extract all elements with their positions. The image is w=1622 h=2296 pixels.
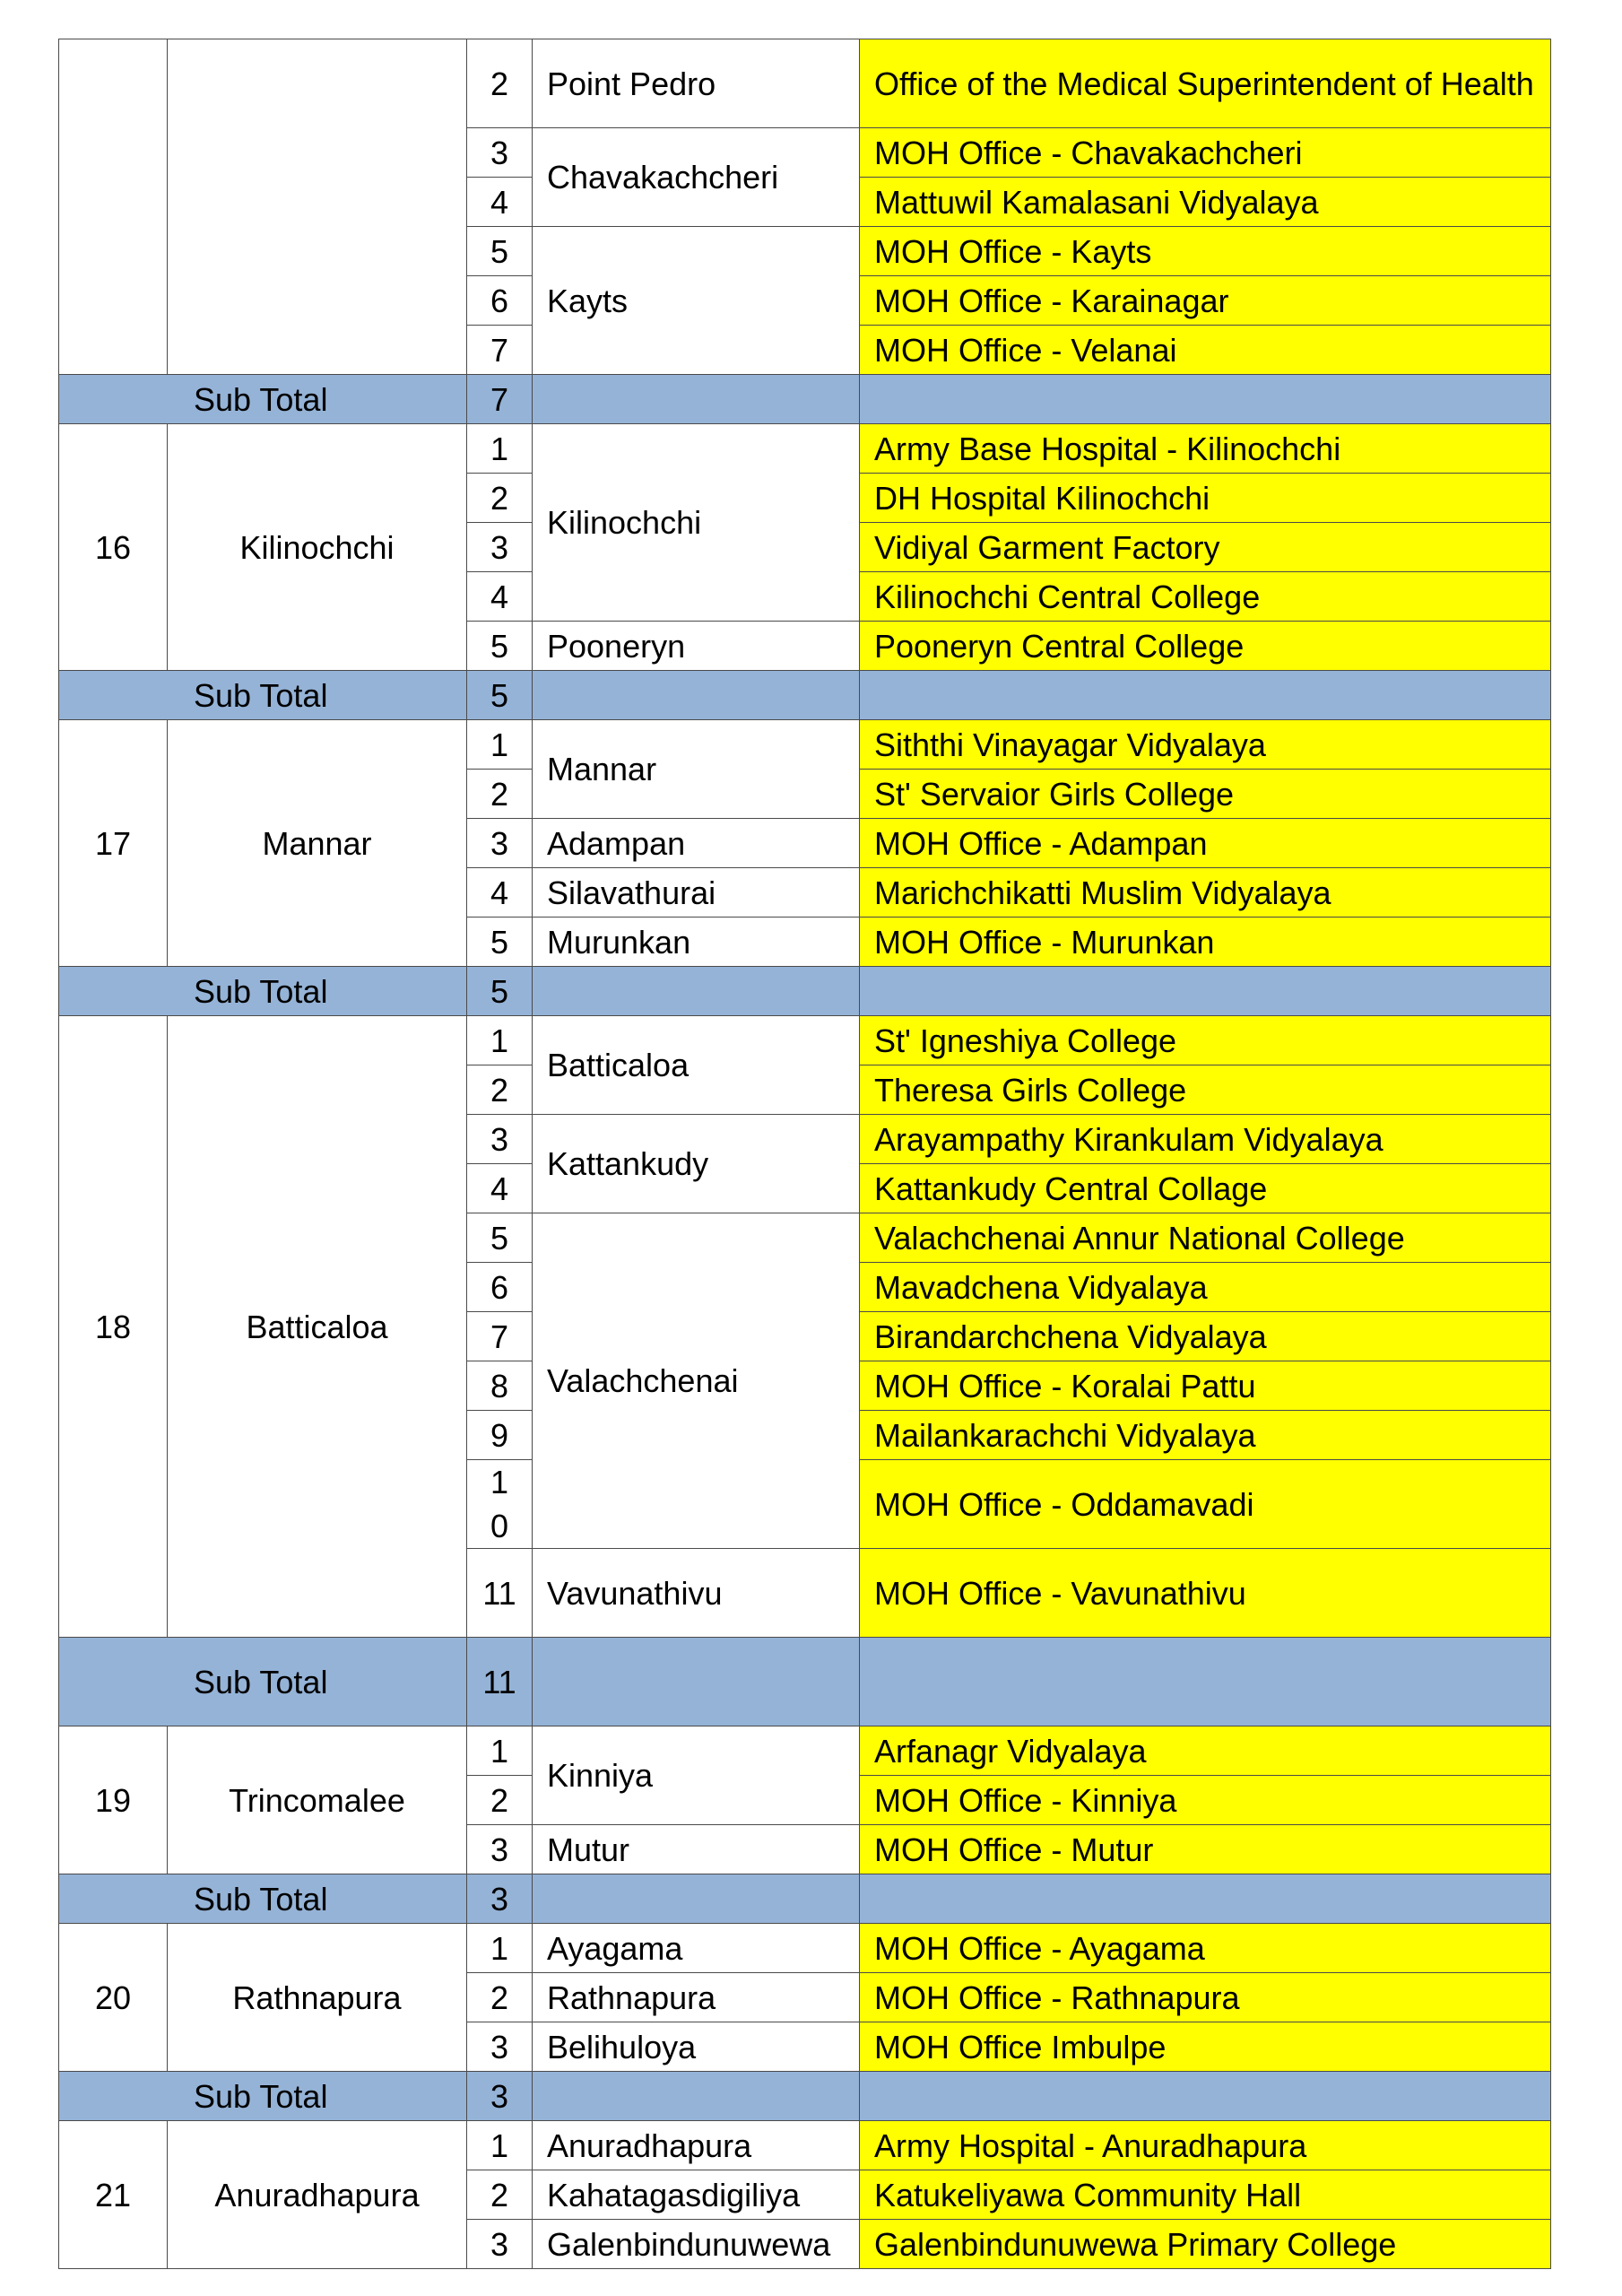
district-number-cell: 19: [59, 1726, 168, 1874]
district-number-cell: 18: [59, 1016, 168, 1638]
row-index-cell: 5: [467, 918, 533, 967]
vaccination-center-cell: MOH Office - Karainagar: [860, 276, 1551, 326]
row-index-cell: 10: [467, 1460, 533, 1549]
row-index-cell: 3: [467, 819, 533, 868]
moh-area-cell: Batticaloa: [533, 1016, 860, 1115]
moh-area-cell: Kahatagasdigiliya: [533, 2170, 860, 2220]
vaccination-center-cell: MOH Office - Velanai: [860, 326, 1551, 375]
district-number-cell: 16: [59, 424, 168, 671]
district-name-cell: Trincomalee: [168, 1726, 467, 1874]
vaccination-center-cell: MOH Office - Kinniya: [860, 1776, 1551, 1825]
row-index-cell: 1: [467, 1924, 533, 1973]
subtotal-row: [59, 967, 1551, 1016]
vaccination-center-cell: MOH Office - Mutur: [860, 1825, 1551, 1874]
moh-area-cell: Chavakachcheri: [533, 128, 860, 227]
row-index-cell: 9: [467, 1411, 533, 1460]
row-index-cell: 1: [467, 1016, 533, 1065]
moh-area-cell: Anuradhapura: [533, 2121, 860, 2170]
subtotal-row: [59, 671, 1551, 720]
vaccination-center-cell: Pooneryn Central College: [860, 622, 1551, 671]
vaccination-centers-table: [58, 39, 1551, 2269]
table-row: [59, 2121, 1551, 2170]
table-row: [59, 1924, 1551, 1973]
row-index-cell: 1: [467, 1726, 533, 1776]
moh-area-cell: Adampan: [533, 819, 860, 868]
moh-area-cell: Point Pedro: [533, 39, 860, 128]
vaccination-center-cell: Mavadchena Vidyalaya: [860, 1263, 1551, 1312]
row-index-cell: 5: [467, 622, 533, 671]
moh-area-cell: Mutur: [533, 1825, 860, 1874]
subtotal-row: [59, 1638, 1551, 1726]
subtotal-value: 5: [467, 671, 533, 720]
moh-area-cell: Mannar: [533, 720, 860, 819]
district-name-cell: Batticaloa: [168, 1016, 467, 1638]
table-row: [59, 39, 1551, 128]
vaccination-center-cell: St' Servaior Girls College: [860, 770, 1551, 819]
moh-area-cell: Kilinochchi: [533, 424, 860, 622]
vaccination-center-cell: MOH Office - Chavakachcheri: [860, 128, 1551, 178]
vaccination-center-cell: Arayampathy Kirankulam Vidyalaya: [860, 1115, 1551, 1164]
vaccination-center-cell: Vidiyal Garment Factory: [860, 523, 1551, 572]
row-index-cell: 3: [467, 1825, 533, 1874]
district-name-cell: Mannar: [168, 720, 467, 967]
subtotal-value: 3: [467, 1874, 533, 1924]
vaccination-center-cell: MOH Office Imbulpe: [860, 2022, 1551, 2072]
moh-area-cell: Kattankudy: [533, 1115, 860, 1213]
row-index-cell: 1: [467, 720, 533, 770]
row-index-cell: 4: [467, 868, 533, 918]
vaccination-center-cell: Birandarchchena Vidyalaya: [860, 1312, 1551, 1361]
row-index-cell: 2: [467, 1776, 533, 1825]
district-number-cell: 20: [59, 1924, 168, 2072]
row-index-cell: 2: [467, 474, 533, 523]
vaccination-center-cell: Katukeliyawa Community Hall: [860, 2170, 1551, 2220]
moh-area-cell: Pooneryn: [533, 622, 860, 671]
subtotal-value: 5: [467, 967, 533, 1016]
subtotal-value: 11: [467, 1638, 533, 1726]
subtotal-row: [59, 375, 1551, 424]
subtotal-label: Sub Total: [59, 671, 467, 720]
subtotal-label: Sub Total: [59, 375, 467, 424]
row-index-cell: 5: [467, 227, 533, 276]
vaccination-center-cell: Siththi Vinayagar Vidyalaya: [860, 720, 1551, 770]
vaccination-center-cell: Army Base Hospital - Kilinochchi: [860, 424, 1551, 474]
subtotal-value: 3: [467, 2072, 533, 2121]
vaccination-center-cell: MOH Office - Vavunathivu: [860, 1549, 1551, 1638]
district-number-cell: 21: [59, 2121, 168, 2269]
row-index-cell: 3: [467, 2220, 533, 2269]
row-index-cell: 7: [467, 1312, 533, 1361]
vaccination-center-cell: Marichchikatti Muslim Vidyalaya: [860, 868, 1551, 918]
vaccination-center-cell: MOH Office - Adampan: [860, 819, 1551, 868]
district-number-cell: [59, 39, 168, 375]
vaccination-center-cell: MOH Office - Kayts: [860, 227, 1551, 276]
row-index-cell: 1: [467, 424, 533, 474]
district-name-cell: Anuradhapura: [168, 2121, 467, 2269]
vaccination-center-cell: Galenbindunuwewa Primary College: [860, 2220, 1551, 2269]
moh-area-cell: Kayts: [533, 227, 860, 375]
table-row: [59, 1016, 1551, 1065]
table-row: [59, 424, 1551, 474]
moh-area-cell: Galenbindunuwewa: [533, 2220, 860, 2269]
row-index-cell: 5: [467, 1213, 533, 1263]
row-index-cell: 4: [467, 572, 533, 622]
row-index-cell: 3: [467, 128, 533, 178]
subtotal-value: 7: [467, 375, 533, 424]
subtotal-row: [59, 2072, 1551, 2121]
moh-area-cell: Silavathurai: [533, 868, 860, 918]
row-index-cell: 6: [467, 1263, 533, 1312]
subtotal-row: [59, 1874, 1551, 1924]
vaccination-center-cell: Arfanagr Vidyalaya: [860, 1726, 1551, 1776]
vaccination-center-cell: MOH Office - Ayagama: [860, 1924, 1551, 1973]
vaccination-center-cell: MOH Office - Koralai Pattu: [860, 1361, 1551, 1411]
district-name-cell: [168, 39, 467, 375]
subtotal-label: Sub Total: [59, 967, 467, 1016]
vaccination-center-cell: Army Hospital - Anuradhapura: [860, 2121, 1551, 2170]
table-row: [59, 1726, 1551, 1776]
row-index-cell: 3: [467, 523, 533, 572]
vaccination-center-cell: MOH Office - Oddamavadi: [860, 1460, 1551, 1549]
row-index-cell: 7: [467, 326, 533, 375]
vaccination-center-cell: MOH Office - Murunkan: [860, 918, 1551, 967]
row-index-cell: 1: [467, 2121, 533, 2170]
moh-area-cell: Murunkan: [533, 918, 860, 967]
vaccination-center-cell: Valachchenai Annur National College: [860, 1213, 1551, 1263]
vaccination-center-cell: Theresa Girls College: [860, 1065, 1551, 1115]
moh-area-cell: Kinniya: [533, 1726, 860, 1825]
moh-area-cell: Valachchenai: [533, 1213, 860, 1549]
moh-area-cell: Vavunathivu: [533, 1549, 860, 1638]
vaccination-center-cell: St' Igneshiya College: [860, 1016, 1551, 1065]
district-name-cell: Rathnapura: [168, 1924, 467, 2072]
row-index-cell: 2: [467, 770, 533, 819]
vaccination-center-cell: Kilinochchi Central College: [860, 572, 1551, 622]
subtotal-label: Sub Total: [59, 2072, 467, 2121]
vaccination-center-cell: MOH Office - Rathnapura: [860, 1973, 1551, 2022]
row-index-cell: 4: [467, 178, 533, 227]
row-index-cell: 11: [467, 1549, 533, 1638]
district-number-cell: 17: [59, 720, 168, 967]
row-index-cell: 6: [467, 276, 533, 326]
subtotal-label: Sub Total: [59, 1638, 467, 1726]
row-index-cell: 2: [467, 2170, 533, 2220]
vaccination-center-cell: Office of the Medical Superintendent of Health: [860, 39, 1551, 128]
vaccination-center-cell: DH Hospital Kilinochchi: [860, 474, 1551, 523]
moh-area-cell: Rathnapura: [533, 1973, 860, 2022]
table-row: [59, 720, 1551, 770]
vaccination-center-cell: Mailankarachchi Vidyalaya: [860, 1411, 1551, 1460]
subtotal-label: Sub Total: [59, 1874, 467, 1924]
row-index-cell: 2: [467, 1973, 533, 2022]
row-index-cell: 2: [467, 39, 533, 128]
vaccination-center-cell: Mattuwil Kamalasani Vidyalaya: [860, 178, 1551, 227]
row-index-cell: 3: [467, 2022, 533, 2072]
moh-area-cell: Belihuloya: [533, 2022, 860, 2072]
row-index-cell: 4: [467, 1164, 533, 1213]
row-index-cell: 8: [467, 1361, 533, 1411]
vaccination-center-cell: Kattankudy Central Collage: [860, 1164, 1551, 1213]
row-index-cell: 3: [467, 1115, 533, 1164]
district-name-cell: Kilinochchi: [168, 424, 467, 671]
row-index-cell: 2: [467, 1065, 533, 1115]
moh-area-cell: Ayagama: [533, 1924, 860, 1973]
